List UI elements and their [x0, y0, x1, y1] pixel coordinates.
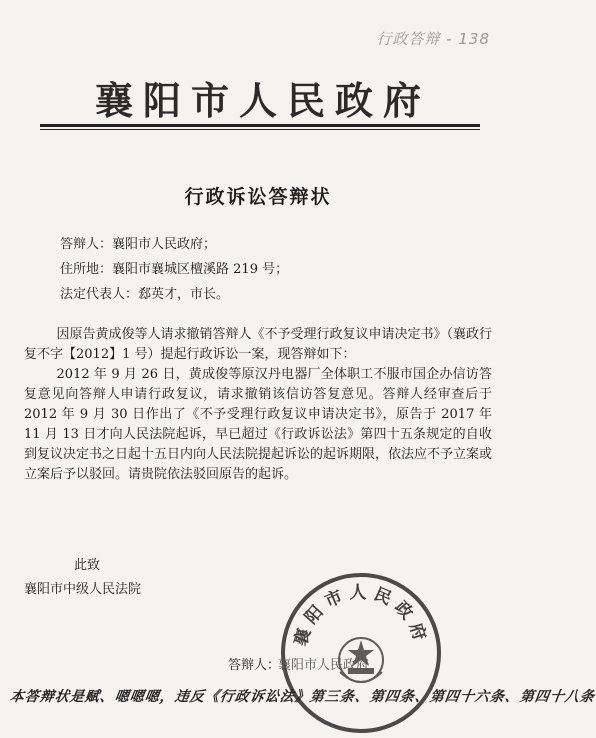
party-value: 郄英才，市长。 — [138, 287, 230, 302]
official-seal — [276, 568, 446, 738]
party-label: 住所地： — [60, 262, 113, 277]
letterhead-rule-thin — [40, 129, 480, 130]
corner-handwritten-note: 行政答辩 - 138 — [376, 30, 490, 48]
party-label: 法定代表人： — [60, 287, 139, 302]
document-title: 行政诉讼答辩状 — [184, 186, 332, 208]
paragraph-facts: 2012 年 9 月 26 日，黄成俊等原汉丹电器厂全体职工不服市国企办信访答复意见向答辩人申请行政复议，请求撤销该信访答复意见。答辩人经审查后于 2012 年 9 月 30 日作出了《不予受理行政复议申请决定书》，原告于 2017 年 11 月 13 日才向人民法院起诉，早已超过《行政诉讼法》第四十五条规定的自收到复议决定书之日起十五日内向人民法院提起诉讼的起诉期限，依法应不予立案或立案后予以驳回。请贵院依法驳回原告的起诉。 — [24, 367, 493, 482]
party-value: 襄阳市襄城区檀溪路 219 号； — [112, 262, 289, 277]
body-text — [24, 325, 492, 485]
letterhead: 襄阳市人民政府 — [94, 79, 431, 123]
party-value: 襄阳市人民政府； — [112, 237, 217, 252]
addressee-court: 襄阳市中级人民法院 — [24, 582, 142, 597]
signature-name: 襄阳市人民政府 — [278, 658, 370, 673]
party-respondent — [60, 232, 480, 257]
party-address — [60, 257, 480, 282]
letterhead-rule-thick — [40, 124, 480, 127]
handwritten-annotation: 本答辩状是赋、嗯嗯嗯，违反《行政诉讼法》第三条、第四条、第四十六条、第四十八条 — [8, 689, 596, 705]
party-legal-rep — [60, 282, 480, 307]
party-label: 答辩人： — [60, 237, 113, 252]
closing-salutation: 此致 — [74, 558, 101, 573]
signature-label: 答辩人： — [228, 658, 281, 673]
parties-block — [60, 232, 480, 307]
seal-text: 襄阳市人民政府 — [290, 583, 432, 649]
paragraph-intro: 因原告黄成俊等人请求撤销答辩人《不予受理行政复议申请决定书》（襄政行复不字【2012】1 号）提起行政诉讼一案，现答辩如下： — [24, 327, 493, 362]
